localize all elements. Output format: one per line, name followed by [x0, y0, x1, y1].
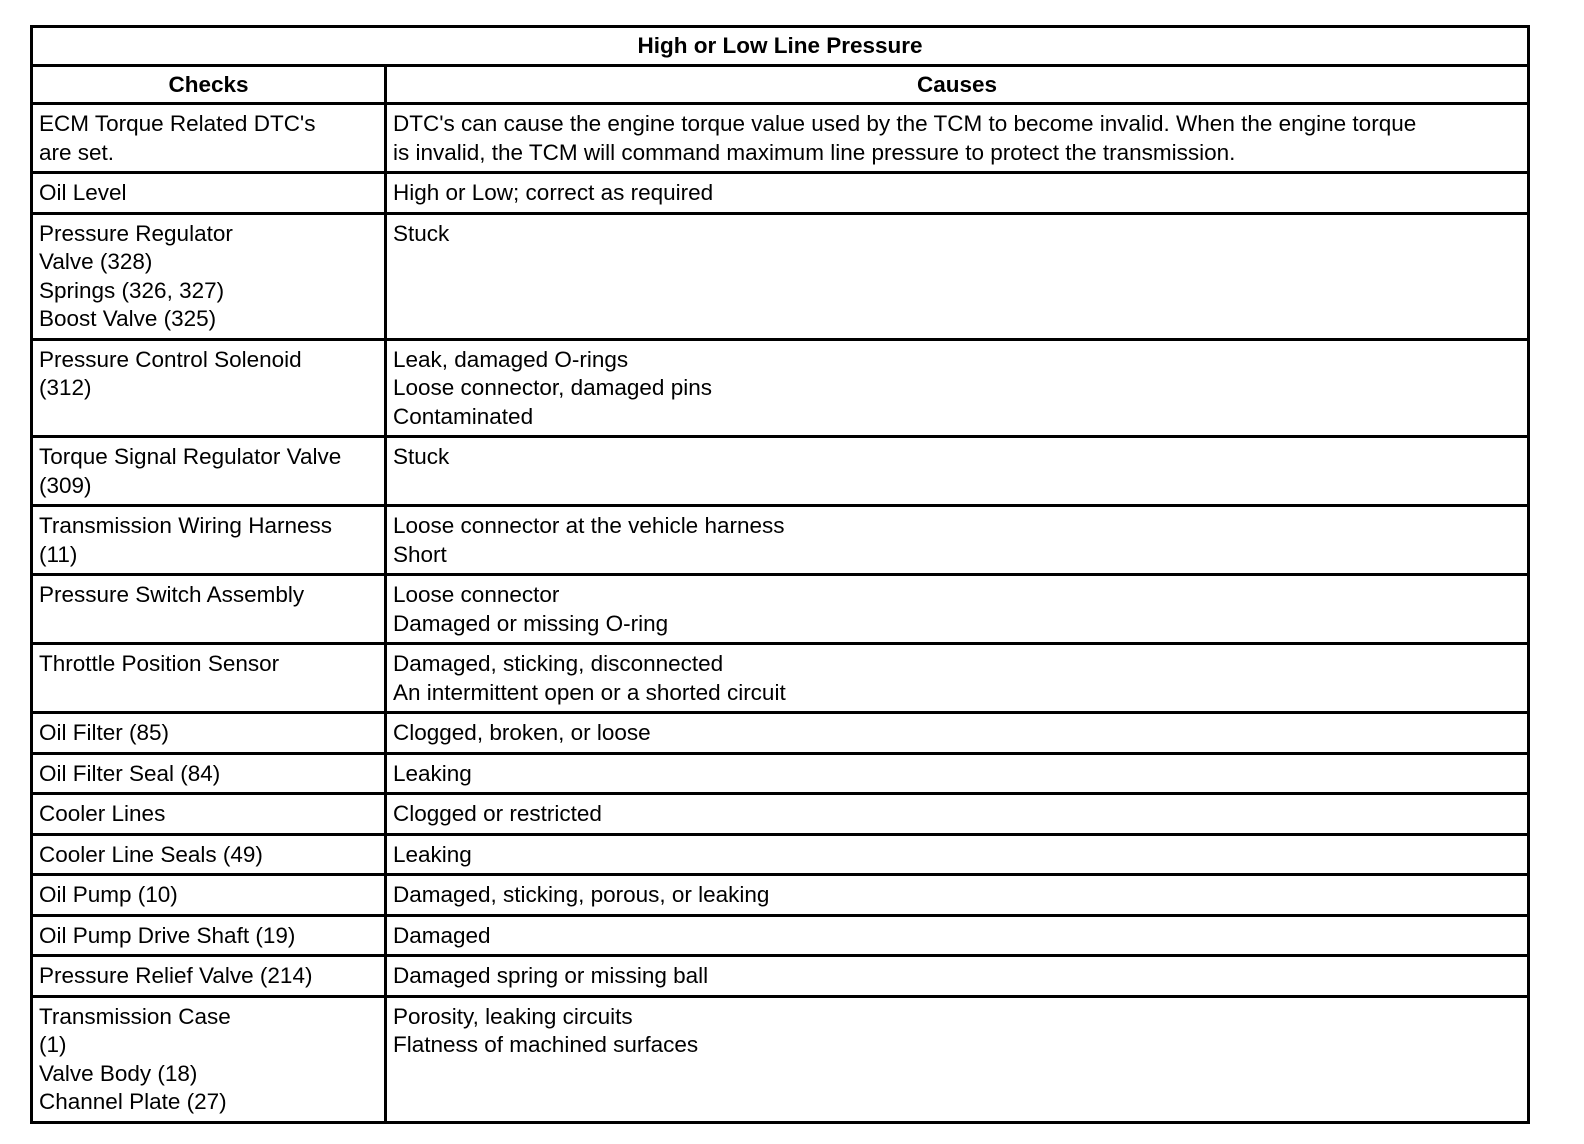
check-text: Oil Level — [39, 180, 127, 205]
cause-text: High or Low; correct as required — [393, 180, 714, 205]
check-text: Cooler Lines — [39, 801, 166, 826]
check-text: Pressure Relief Valve (214) — [39, 963, 313, 988]
check-text: Cooler Line Seals (49) — [39, 841, 263, 867]
check-text: Transmission Case — [39, 1003, 231, 1029]
table-header-row — [32, 65, 1529, 104]
check-cell — [32, 213, 386, 339]
cause-text: Damaged — [393, 922, 491, 948]
check-cell — [32, 644, 386, 713]
check-text: Transmission Wiring Harness — [39, 513, 332, 538]
cause-text: Clogged, broken, or loose — [393, 720, 651, 745]
table-row — [32, 794, 1529, 835]
cause-text: Leaking — [393, 841, 472, 867]
cause-text: is invalid, the TCM will command maximum line pressure to protect the transmission. — [393, 139, 1236, 165]
table-row — [32, 644, 1529, 713]
check-text: (11) — [39, 541, 78, 567]
table-row — [32, 875, 1529, 916]
check-text: (1) — [39, 1032, 67, 1057]
check-cell — [32, 437, 386, 506]
check-text: (309) — [39, 472, 92, 498]
cause-cell — [386, 437, 1529, 506]
table-title-row — [32, 27, 1529, 66]
cause-cell — [386, 104, 1529, 173]
cause-text: Loose connector — [393, 582, 560, 607]
cause-text: An intermittent open or a shorted circuit — [393, 679, 786, 705]
check-text: Springs (326, 327) — [39, 277, 225, 303]
table-row — [32, 834, 1529, 875]
cause-text: Clogged or restricted — [393, 801, 602, 826]
cause-text: Stuck — [393, 444, 450, 469]
table-row — [32, 173, 1529, 214]
cause-cell — [386, 713, 1529, 754]
cause-cell — [386, 506, 1529, 575]
check-cell — [32, 506, 386, 575]
cause-cell — [386, 753, 1529, 794]
check-cell — [32, 713, 386, 754]
check-text: Boost Valve (325) — [39, 306, 217, 331]
cause-cell — [386, 173, 1529, 214]
check-cell — [32, 104, 386, 173]
check-text: Valve Body (18) — [39, 1060, 198, 1086]
table-row — [32, 213, 1529, 339]
table-row — [32, 575, 1529, 644]
check-cell — [32, 173, 386, 214]
line-pressure-table — [30, 25, 1530, 1124]
check-cell — [32, 575, 386, 644]
check-text: Pressure Switch Assembly — [39, 582, 305, 607]
cause-cell — [386, 834, 1529, 875]
check-text: ECM Torque Related DTC's — [39, 111, 316, 136]
cause-text: Loose connector, damaged pins — [393, 375, 712, 400]
check-cell — [32, 794, 386, 835]
cause-text: Damaged or missing O-ring — [393, 610, 669, 636]
check-text: Oil Filter Seal (84) — [39, 760, 221, 786]
cause-cell — [386, 213, 1529, 339]
cause-cell — [386, 794, 1529, 835]
check-text: Torque Signal Regulator Valve — [39, 444, 342, 469]
cause-text: Loose connector at the vehicle harness — [393, 513, 785, 538]
cause-text: Flatness of machined surfaces — [393, 1032, 699, 1057]
cause-cell — [386, 875, 1529, 916]
table-row — [32, 104, 1529, 173]
cause-text: Leak, damaged O-rings — [393, 346, 629, 372]
cause-text: Short — [393, 541, 447, 567]
table-row — [32, 506, 1529, 575]
cause-text: Porosity, leaking circuits — [393, 1003, 633, 1029]
table-row — [32, 996, 1529, 1122]
cause-text: Stuck — [393, 220, 450, 246]
table-row — [32, 437, 1529, 506]
check-cell — [32, 339, 386, 437]
check-text: Channel Plate (27) — [39, 1089, 227, 1114]
check-text: (312) — [39, 375, 92, 400]
check-cell — [32, 915, 386, 956]
cause-text: Leaking — [393, 760, 472, 786]
checks-header: Checks — [32, 65, 386, 104]
table-row — [32, 339, 1529, 437]
check-text: Oil Pump Drive Shaft (19) — [39, 922, 296, 948]
table-row — [32, 753, 1529, 794]
causes-header: Causes — [386, 65, 1529, 104]
check-text: are set. — [39, 139, 115, 165]
cause-cell — [386, 956, 1529, 997]
cause-text: Damaged, sticking, disconnected — [393, 651, 724, 676]
cause-cell — [386, 339, 1529, 437]
check-cell — [32, 996, 386, 1122]
check-text: Oil Pump (10) — [39, 882, 178, 907]
cause-cell — [386, 915, 1529, 956]
check-cell — [32, 834, 386, 875]
check-text: Pressure Regulator — [39, 220, 233, 246]
cause-cell — [386, 996, 1529, 1122]
check-text: Pressure Control Solenoid — [39, 346, 302, 372]
cause-text: Damaged spring or missing ball — [393, 963, 709, 988]
check-text: Throttle Position Sensor — [39, 651, 280, 676]
cause-text: DTC's can cause the engine torque value used by the TCM to become invalid. When the engine torque — [393, 111, 1417, 136]
cause-cell — [386, 575, 1529, 644]
table-row — [32, 713, 1529, 754]
table-title: High or Low Line Pressure — [32, 27, 1529, 66]
check-cell — [32, 753, 386, 794]
check-text: Valve (328) — [39, 249, 153, 274]
cause-text: Contaminated — [393, 403, 534, 429]
table-row — [32, 956, 1529, 997]
table-row — [32, 915, 1529, 956]
check-cell — [32, 956, 386, 997]
check-cell — [32, 875, 386, 916]
cause-text: Damaged, sticking, porous, or leaking — [393, 882, 770, 907]
cause-cell — [386, 644, 1529, 713]
check-text: Oil Filter (85) — [39, 720, 170, 745]
